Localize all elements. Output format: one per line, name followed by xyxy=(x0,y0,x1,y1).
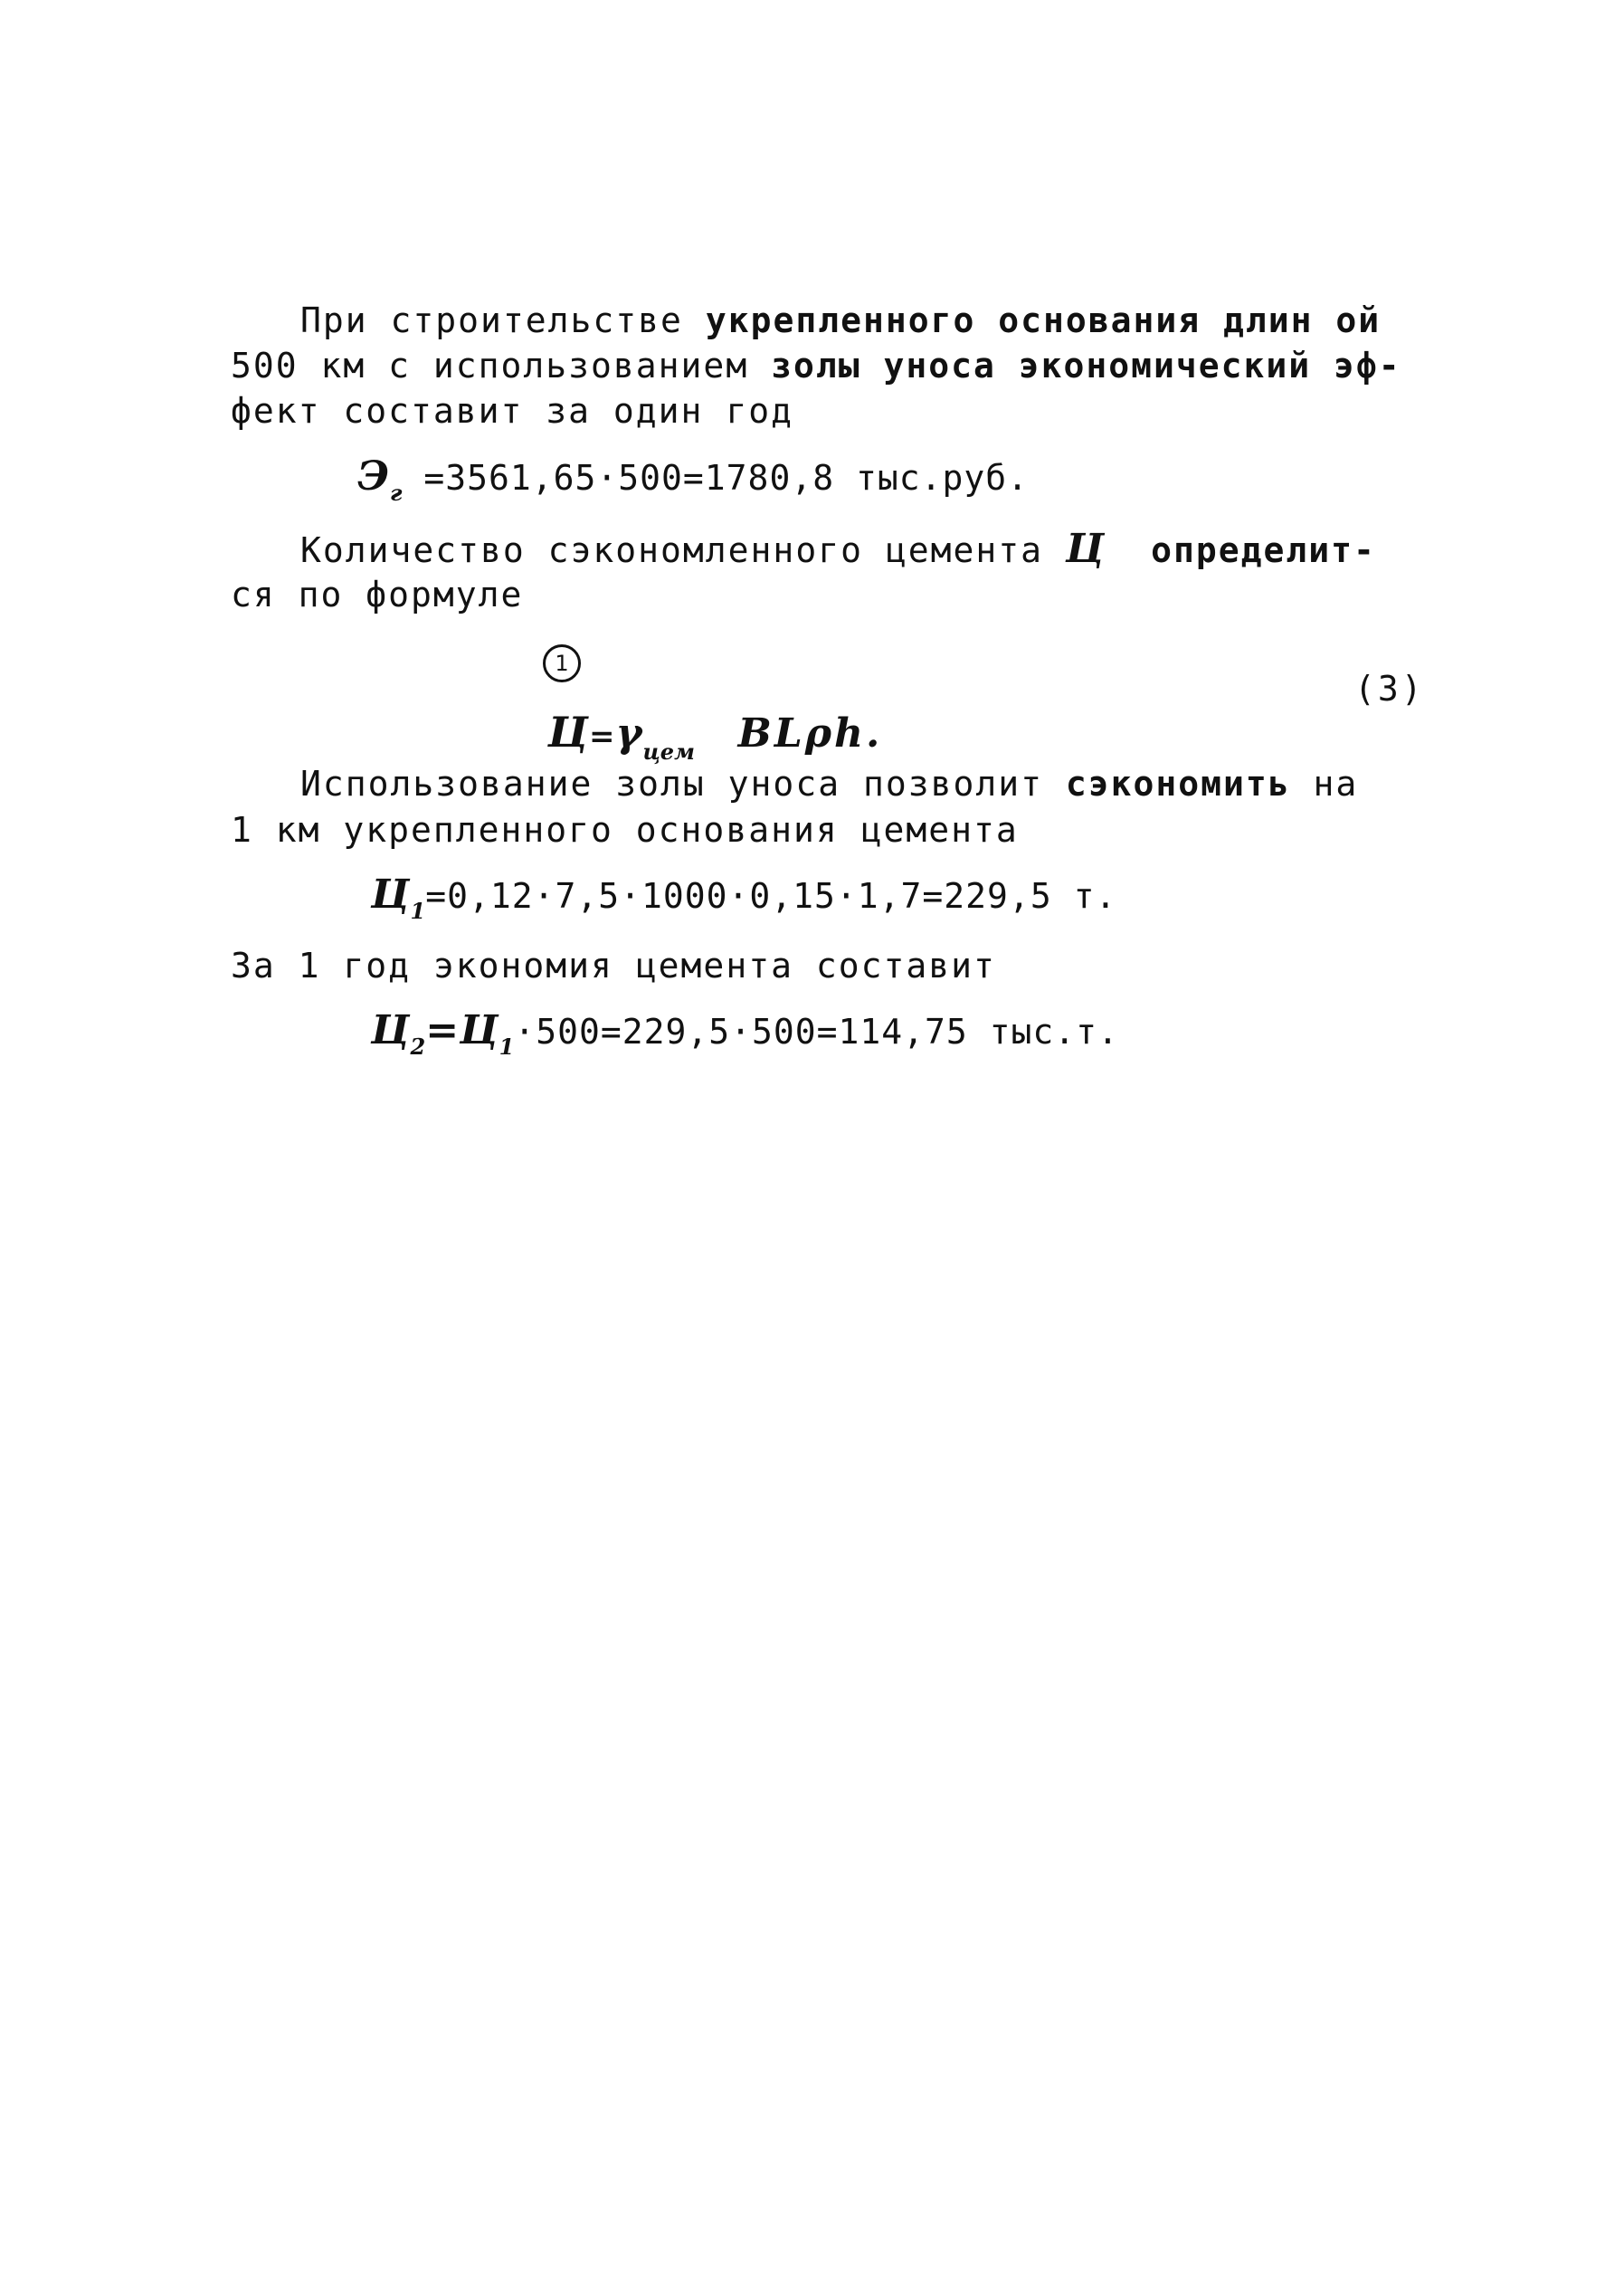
formula-expression: ·500=229,5·500=114,75 тыс.т. xyxy=(514,1012,1119,1052)
formula-expression: =3561,65·500=1780,8 тыс.руб. xyxy=(423,458,1029,498)
formula-gamma: γ xyxy=(615,710,643,757)
text-run-bold: определит- xyxy=(1151,530,1376,570)
formula-gamma-subscript: цем xyxy=(642,738,695,765)
paragraph-3-line-1 xyxy=(300,762,1358,805)
formula-symbol: Ц xyxy=(371,1007,411,1053)
formula-mid-symbol: =Ц xyxy=(425,1007,499,1053)
cement-symbol: Ц xyxy=(1065,526,1106,572)
paragraph-2-line-1 xyxy=(300,528,1376,572)
formula-equals: = xyxy=(588,719,616,755)
paragraph-4-line-1: За 1 год экономия цемента составит xyxy=(231,946,996,986)
text-run: 500 км с использованием xyxy=(231,346,772,386)
text-run: При строительстве xyxy=(300,300,706,340)
formula-subscript: 2 xyxy=(410,1034,426,1060)
equation-number: (3) xyxy=(1354,669,1425,709)
formula-symbol: Э xyxy=(357,453,390,500)
text-run: Использование золы уноса позволит xyxy=(300,764,1066,804)
formula-subscript: г xyxy=(390,480,403,506)
paragraph-3-line-2: 1 км укрепленного основания цемента xyxy=(231,810,1019,850)
formula-expression: =0,12·7,5·1000·0,15·1,7=229,5 т. xyxy=(425,876,1117,916)
circled-superscript: 1 xyxy=(543,644,581,682)
formula-cement-per-km xyxy=(371,873,1116,922)
text-run-bold: укрепленного основания длин ой xyxy=(705,300,1382,340)
paragraph-1-line-3: фект составит за один год xyxy=(231,391,793,431)
paragraph-2-line-2: ся по формуле xyxy=(231,575,524,614)
formula-rest: BLρh. xyxy=(737,710,883,757)
paragraph-1-line-2 xyxy=(231,344,1401,387)
text-run: на xyxy=(1290,764,1359,804)
paragraph-1-line-1 xyxy=(300,299,1381,342)
text-run-bold: золы уноса экономический эф- xyxy=(771,346,1401,386)
text-run-bold: сэкономить xyxy=(1065,764,1291,804)
formula-symbol: Ц xyxy=(371,872,411,918)
formula-economic-effect xyxy=(357,455,1029,504)
formula-cement-per-year xyxy=(371,1009,1119,1058)
formula-subscript: 1 xyxy=(410,898,426,924)
text-run: Количество сэкономленного цемента xyxy=(300,530,1066,570)
formula-mid-subscript: 1 xyxy=(499,1034,515,1060)
formula-lhs: Ц xyxy=(547,708,589,757)
